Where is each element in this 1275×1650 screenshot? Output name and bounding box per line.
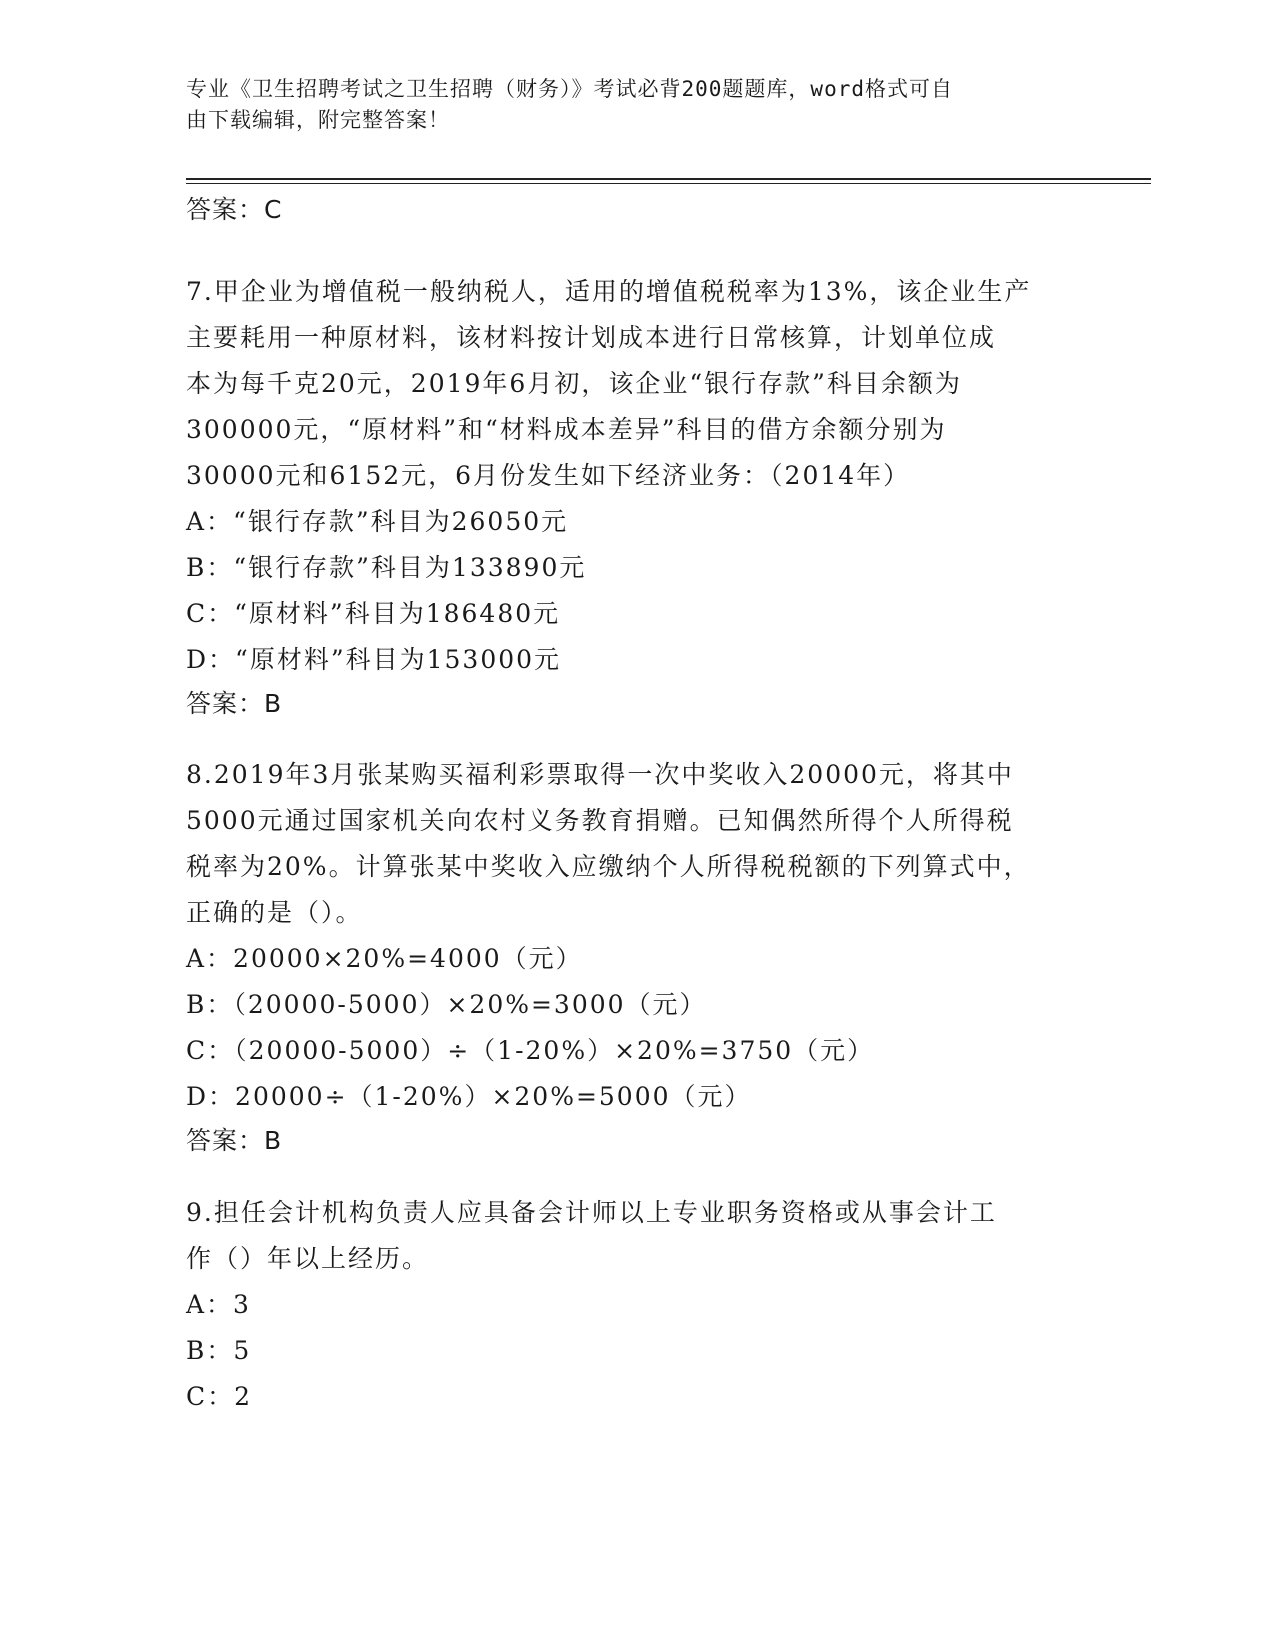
- stem-line: 本为每千克20元，2019年6月初，该企业“银行存款”科目余额为: [186, 369, 962, 398]
- stem-line: 7.甲企业为增值税一般纳税人，适用的增值税税率为13%，该企业生产: [186, 277, 1032, 306]
- stem-line: 300000元，“原材料”和“材料成本差异”科目的借方余额分别为: [186, 415, 947, 444]
- question-stem: [186, 1190, 1086, 1282]
- option-a: A：3: [186, 1290, 251, 1319]
- header-rule-thin: [186, 183, 1151, 184]
- question-9: [186, 1190, 1086, 1420]
- stem-line: 正确的是（）。: [186, 898, 363, 927]
- previous-answer-block: [186, 195, 1086, 225]
- option-b: B：（20000-5000）×20%=3000（元）: [186, 990, 707, 1019]
- option-d: D：20000÷（1-20%）×20%=5000（元）: [186, 1082, 752, 1111]
- question-stem: [186, 269, 1086, 499]
- stem-line: 税率为20%。计算张某中奖收入应缴纳个人所得税税额的下列算式中，: [186, 852, 1031, 881]
- answer-label: 答案：C: [186, 195, 283, 224]
- answer-label: 答案：B: [186, 689, 283, 718]
- option-b: B：5: [186, 1336, 252, 1365]
- option-d: D：“原材料”科目为153000元: [186, 645, 562, 674]
- stem-line: 5000元通过国家机关向农村义务教育捐赠。已知偶然所得个人所得税: [186, 806, 1014, 835]
- question-8: [186, 752, 1086, 1156]
- option-a: A：20000×20%=4000（元）: [186, 944, 583, 973]
- header-line: 由下载编辑，附完整答案！: [186, 108, 450, 132]
- question-stem: [186, 752, 1086, 936]
- header-rule-thick: [186, 178, 1151, 180]
- option-b: B：“银行存款”科目为133890元: [186, 553, 587, 582]
- question-7: [186, 269, 1086, 719]
- option-c: C：（20000-5000）÷（1-20%）×20%=3750（元）: [186, 1036, 875, 1065]
- document-header: [186, 74, 1066, 136]
- option-c: C：“原材料”科目为186480元: [186, 599, 561, 628]
- stem-line: 30000元和6152元，6月份发生如下经济业务：（2014年）: [186, 461, 911, 490]
- stem-line: 8.2019年3月张某购买福利彩票取得一次中奖收入20000元，将其中: [186, 760, 1014, 789]
- stem-line: 主要耗用一种原材料，该材料按计划成本进行日常核算，计划单位成: [186, 323, 997, 352]
- option-c: C：2: [186, 1382, 253, 1411]
- answer-label: 答案：B: [186, 1126, 283, 1155]
- header-line: 专业《卫生招聘考试之卫生招聘（财务）》考试必背200题题库，word格式可自: [186, 77, 953, 101]
- stem-line: 9.担任会计机构负责人应具备会计师以上专业职务资格或从事会计工: [186, 1198, 997, 1227]
- stem-line: 作（）年以上经历。: [186, 1244, 430, 1273]
- option-a: A：“银行存款”科目为26050元: [186, 507, 569, 536]
